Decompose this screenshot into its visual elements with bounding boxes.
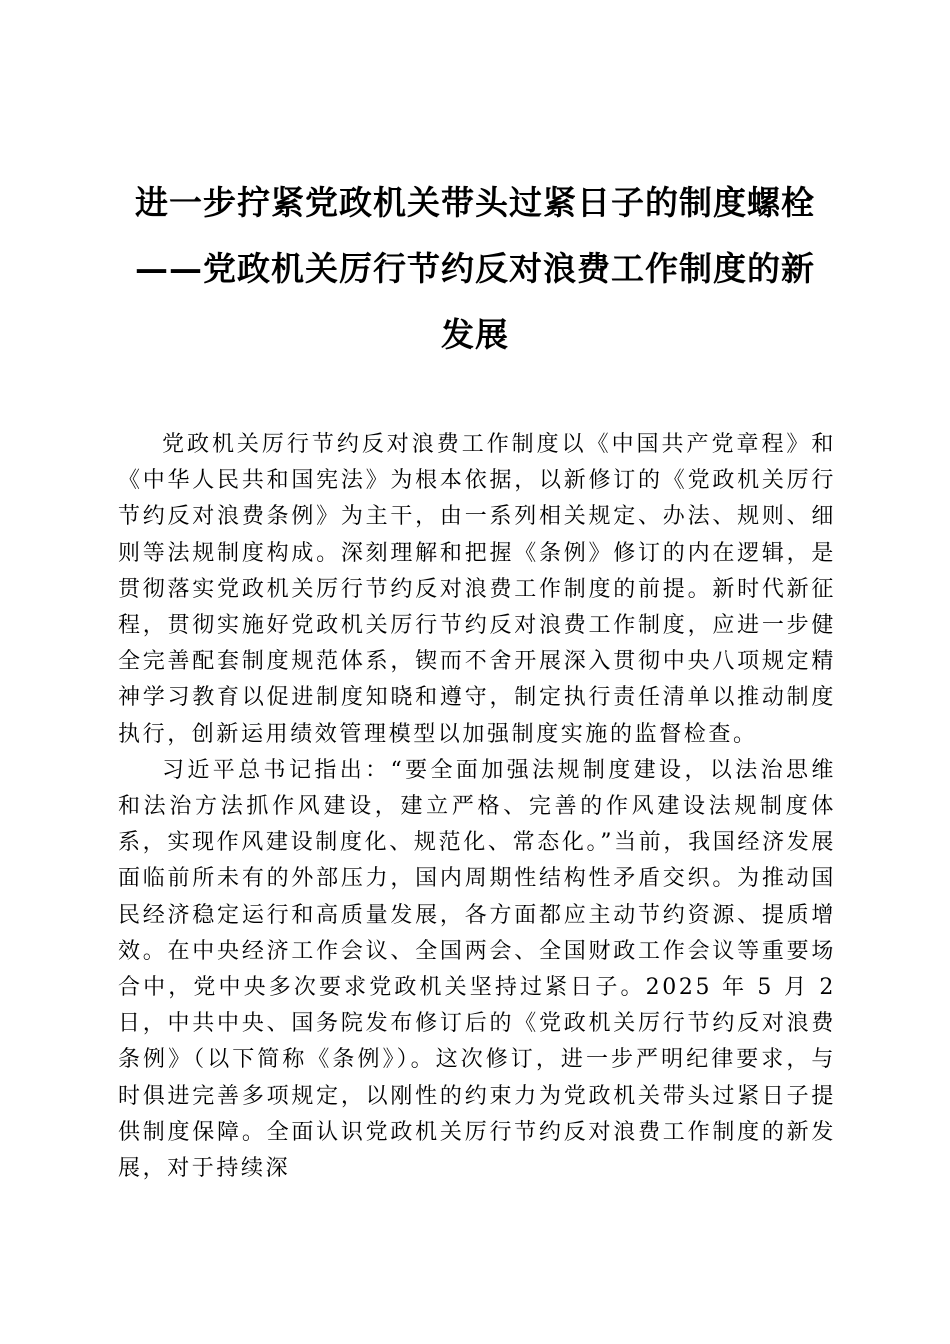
paragraph-1: 党政机关厉行节约反对浪费工作制度以《中国共产党章程》和《中华人民共和国宪法》为根本依据，以新修订的《党政机关厉行节约反对浪费条例》为主干，由一系列相关规定、办法、规则、细则等法规制度构成。深刻理解和把握《条例》修订的内在逻辑，是贯彻落实党政机关厉行节约反对浪费工作制度的前提。新时代新征程，贯彻实施好党政机关厉行节约反对浪费工作制度，应进一步健全完善配套制度规范体系，锲而不舍开展深入贯彻中央八项规定精神学习教育以促进制度知晓和遵守，制定执行责任清单以推动制度执行，创新运用绩效管理模型以加强制度实施的监督检查。 <box>118 432 836 747</box>
document-title <box>100 170 850 368</box>
title-line-1: 进一步拧紧党政机关带头过紧日子的制度螺栓 <box>135 183 815 222</box>
paragraph-2: 习近平总书记指出：“要全面加强法规制度建设，以法治思维和法治方法抓作风建设，建立严格、完善的作风建设法规制度体系，实现作风建设制度化、规范化、常态化。”当前，我国经济发展面临前所未有的外部压力，国内周期性结构性矛盾交织。为推动国民经济稳定运行和高质量发展，各方面都应主动节约资源、提质增效。在中央经济工作会议、全国两会、全国财政工作会议等重要场合中，党中央多次要求党政机关坚持过紧日子。2025 年 5 月 2 日，中共中央、国务院发布修订后的《党政机关厉行节约反对浪费条例》（以下简称《条例》）。这次修订，进一步严明纪律要求，与时俱进完善多项规定，以刚性的约束力为党政机关带头过紧日子提供制度保障。全面认识党政机关厉行节约反对浪费工作制度的新发展，对于持续深 <box>118 757 836 1182</box>
title-line-3: 发展 <box>441 315 509 354</box>
title-line-2: ——党政机关厉行节约反对浪费工作制度的新 <box>135 249 815 288</box>
document-body <box>118 427 836 1187</box>
